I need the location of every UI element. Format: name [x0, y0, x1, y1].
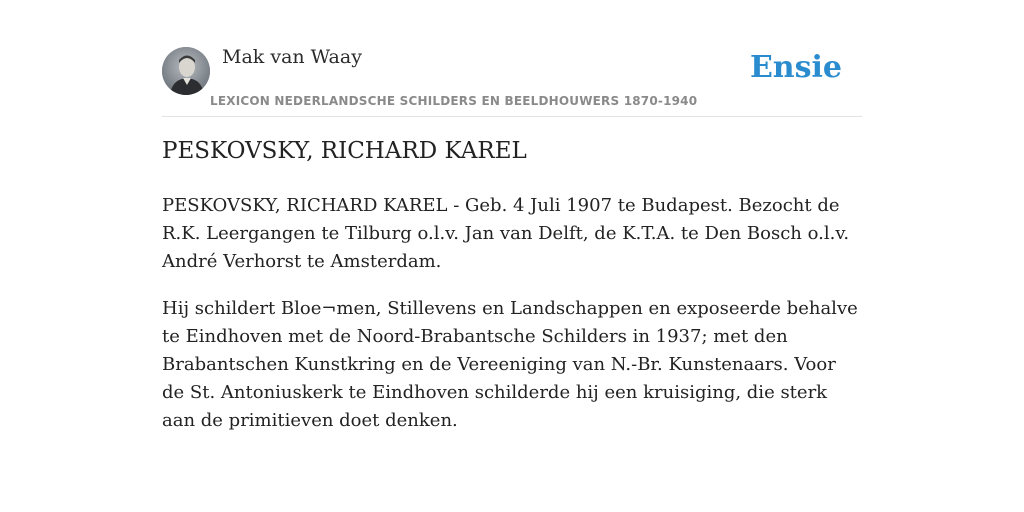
article-paragraph: PESKOVSKY, RICHARD KAREL - Geb. 4 Juli 1907 te Budapest. Bezocht de R.K. Leergangen te Tilburg o.l.v. Jan van Delft, de K.T.A. te Den Bosch o.l.v. André Verhorst te Amsterdam.: [162, 195, 850, 272]
author-portrait-image: [162, 47, 210, 95]
article-title: PESKOVSKY, RICHARD KAREL: [162, 138, 527, 164]
author-avatar[interactable]: [162, 47, 210, 95]
source-title[interactable]: LEXICON NEDERLANDSCHE SCHILDERS EN BEELDHOUWERS 1870-1940: [210, 94, 698, 108]
brand-logo-link[interactable]: Ensie: [749, 50, 842, 85]
header: [162, 44, 862, 117]
article-body: [162, 192, 862, 454]
author-name[interactable]: Mak van Waay: [222, 46, 362, 68]
article-paragraph: Hij schildert Bloe¬men, Stillevens en Landschappen en exposeerde behalve te Eindhoven met de Noord-Brabantsche Schilders in 1937; met den Brabantschen Kunstkring en de Vereeniging van N.-Br. Kunstenaars. Voor de St. Antoniuskerk te Eindhoven schilderde hij een kruisiging, die sterk aan de primitieven doet denken.: [162, 298, 858, 431]
